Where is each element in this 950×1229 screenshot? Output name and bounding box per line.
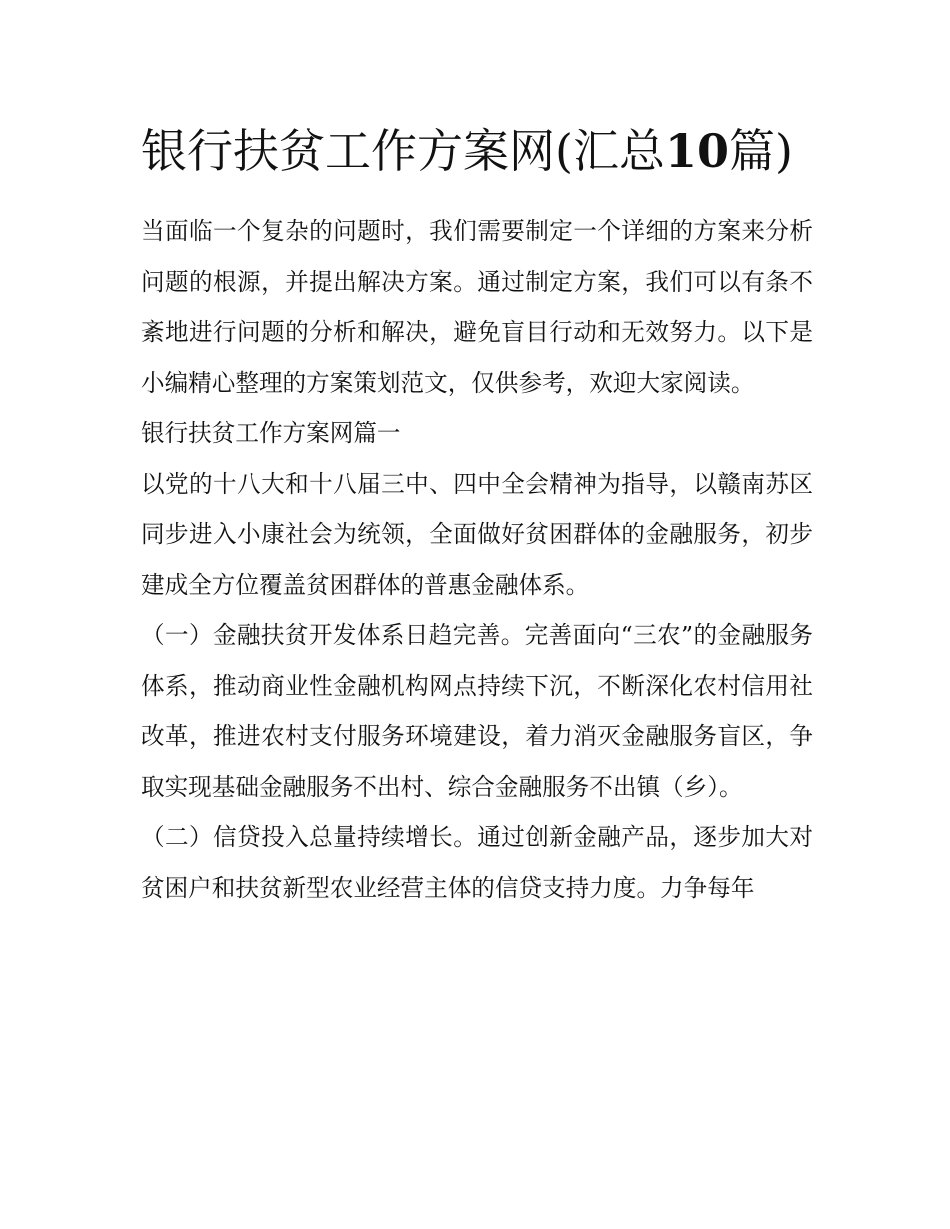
section-heading: 银行扶贫工作方案网篇一 [141,419,401,447]
intro-paragraph: 当面临一个复杂的问题时，我们需要制定一个详细的方案来分析问题的根源，并提出解决方案。通过制定方案，我们可以有条不紊地进行问题的分析和解决，避免盲目行动和无效努力。以下是小编精心整理的方案策划范文，仅供参考，欢迎大家阅读。 [141,217,813,397]
document-body [141,206,813,913]
document-content [141,112,813,913]
goal-two-paragraph: （二）信贷投入总量持续增长。通过创新金融产品，逐步加大对贫困户和扶贫新型农业经营主体的信贷支持力度。力争每年 [141,823,813,902]
guiding-principle-paragraph: 以党的十八大和十八届三中、四中全会精神为指导，以赣南苏区同步进入小康社会为统领，全面做好贫困群体的金融服务，初步建成全方位覆盖贫困群体的普惠金融体系。 [141,469,813,599]
document-title: 银行扶贫工作方案网(汇总10篇) [141,124,793,178]
title-number: 10 [664,124,729,178]
goal-one-paragraph: （一）金融扶贫开发体系日趋完善。完善面向“三农”的金融服务体系，推动商业性金融机构网点持续下沉，不断深化农村信用社改革，推进农村支付服务环境建设，着力消灭金融服务盲区，争取实现基础金融服务不出村、综合金融服务不出镇（乡）。 [141,621,813,801]
